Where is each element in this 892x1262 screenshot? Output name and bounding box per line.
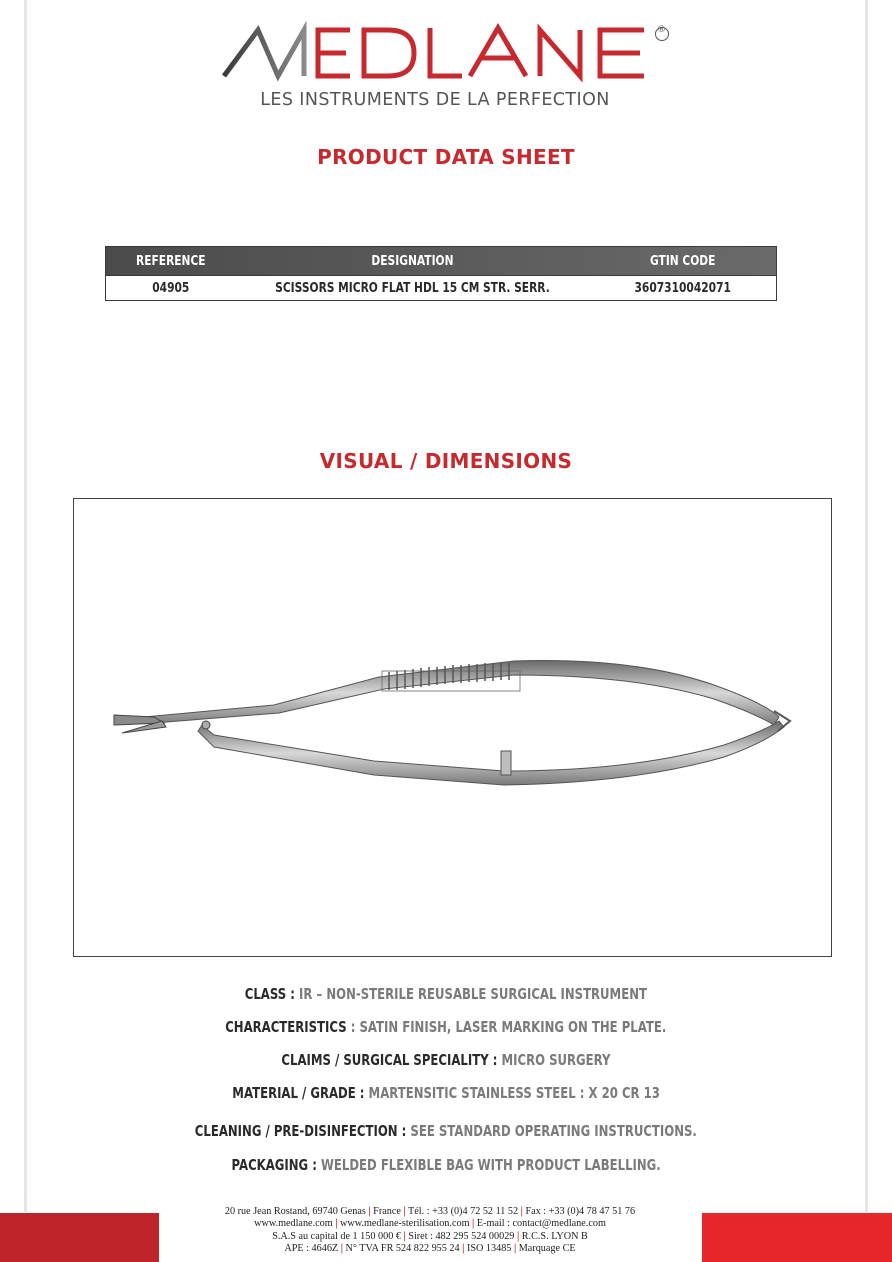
- spec-cleaning: CLEANING / PRE-DISINFECTION : SEE STANDARD OPERATING INSTRUCTIONS.: [194, 1122, 698, 1140]
- table-header-row: [106, 247, 776, 275]
- header-reference: REFERENCE: [136, 253, 206, 269]
- email-link[interactable]: E-mail : contact@medlane.com: [474, 1218, 606, 1230]
- footer-line-company: S.A.S au capital de 1 150 000 € | Siret : 482 295 524 00029 | R.C.S. LYON B: [272, 1230, 588, 1242]
- brand-tagline: LES INSTRUMENTS DE LA PERFECTION: [260, 90, 610, 110]
- footer-bar-right: [702, 1213, 892, 1262]
- footer-line-web: www.medlane.com | www.medlane-sterilisation.com | E-mail : contact@medlane.com: [254, 1218, 606, 1230]
- registered-mark: ®: [657, 25, 666, 35]
- product-data-sheet-title: PRODUCT DATA SHEET: [317, 145, 575, 169]
- footer-line-address: 20 rue Jean Rostand, 69740 Genas | France | Tél. : +33 (0)4 72 52 11 52 | Fax : +33 (0)4 78 47 51 76: [224, 1206, 636, 1217]
- table-row: [106, 275, 776, 300]
- reference-table: [105, 246, 777, 301]
- product-visual-frame: [73, 498, 832, 957]
- scissors-icon: [74, 499, 831, 956]
- header-designation: DESIGNATION: [371, 253, 454, 269]
- cell-designation: SCISSORS MICRO FLAT HDL 15 CM STR. SERR.: [274, 280, 550, 296]
- cell-gtin-code: 3607310042071: [634, 280, 731, 296]
- spec-material: MATERIAL / GRADE : MARTENSITIC STAINLESS STEEL : X 20 CR 13: [232, 1084, 660, 1102]
- visual-dimensions-title: VISUAL / DIMENSIONS: [319, 449, 573, 473]
- spec-characteristics: CHARACTERISTICS : SATIN FINISH, LASER MARKING ON THE PLATE.: [225, 1018, 667, 1036]
- spec-packaging: PACKAGING : WELDED FLEXIBLE BAG WITH PRODUCT LABELLING.: [231, 1156, 661, 1174]
- sterilisation-website-link[interactable]: www.medlane-sterilisation.com: [337, 1218, 473, 1230]
- website-link[interactable]: www.medlane.com: [254, 1218, 336, 1230]
- footer-contact: [180, 1206, 680, 1255]
- footer-line-registration: APE : 4646Z | N° TVA FR 524 822 955 24 | ISO 13485 | Marquage CE: [284, 1242, 576, 1254]
- header-gtin-code: GTIN CODE: [649, 253, 716, 269]
- footer-bar-left: [0, 1213, 159, 1262]
- spec-class: CLASS : IR – NON-STERILE REUSABLE SURGICAL INSTRUMENT: [244, 985, 648, 1003]
- cell-reference: 04905: [152, 280, 190, 296]
- spec-claims: CLAIMS / SURGICAL SPECIALITY : MICRO SURGERY: [281, 1051, 611, 1069]
